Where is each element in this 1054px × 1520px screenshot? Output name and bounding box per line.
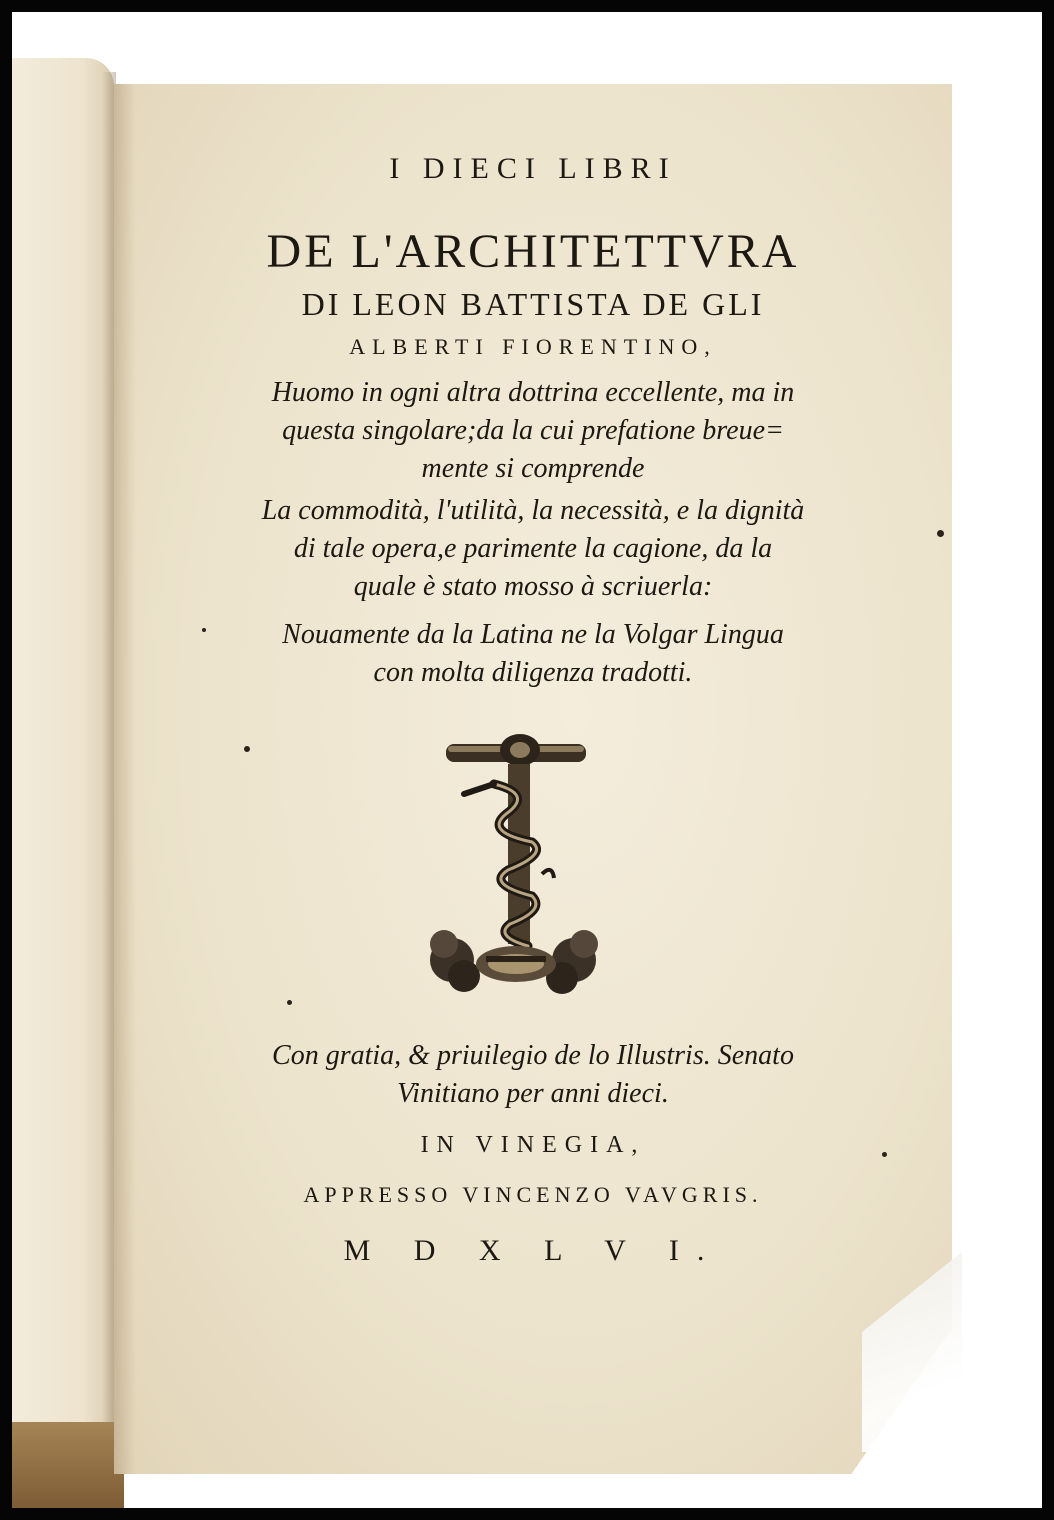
contents-line: quale è stato mosso à scriuerla: — [353, 571, 713, 602]
printer-name: APPRESSO VINCENZO VAVGRIS. — [303, 1182, 763, 1207]
author-line-2: ALBERTI FIORENTINO, — [349, 334, 717, 359]
ink-speck — [244, 746, 250, 752]
left-page-edge — [12, 58, 114, 1508]
description-line: Huomo in ogni altra dottrina eccellente, ma in — [271, 377, 795, 408]
translation-line: Nouamente da la Latina ne la Volgar Lingua — [282, 619, 784, 650]
ink-speck — [937, 530, 944, 537]
ink-speck — [287, 1000, 292, 1005]
privilege-line: Con gratia, & priuilegio de lo Illustris. Senato — [272, 1040, 794, 1071]
book-photo — [12, 12, 1042, 1508]
contents-line: di tale opera,e parimente la cagione, da la — [293, 533, 773, 564]
description-line: mente si comprende — [421, 453, 645, 484]
privilege-line: Vinitiano per anni dieci. — [397, 1078, 669, 1109]
author-line-1: DI LEON BATTISTA DE GLI — [301, 286, 765, 322]
translation-block — [114, 616, 952, 692]
leather-binding — [12, 1422, 124, 1508]
title-line-1: I DIECI LIBRI — [389, 152, 677, 185]
contents-block — [114, 492, 952, 606]
description-line: questa singolare;da la cui prefatione breue= — [282, 415, 784, 446]
ink-speck — [882, 1152, 887, 1157]
contents-line: La commodità, l'utilità, la necessità, e la dignità — [261, 495, 805, 526]
place-of-printing: IN VINEGIA, — [420, 1132, 646, 1158]
title-line-2: DE L'ARCHITETTVRA — [266, 225, 800, 278]
ink-speck — [202, 628, 206, 632]
anchor-serpent-printer-mark-icon — [424, 724, 604, 1014]
description-block — [114, 374, 952, 488]
privilege-block — [114, 1037, 952, 1113]
translation-line: con molta diligenza tradotti. — [373, 657, 693, 688]
publication-year: M D X L V I. — [343, 1234, 723, 1267]
